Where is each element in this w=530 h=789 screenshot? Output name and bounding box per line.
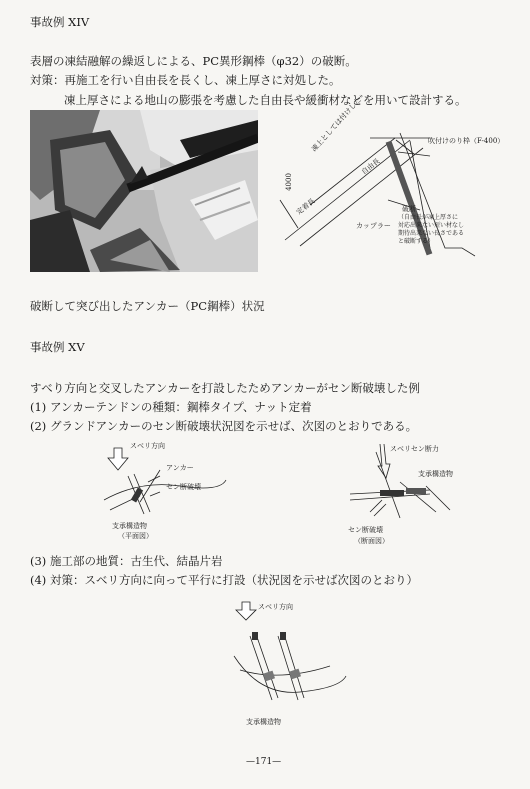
anchor-failure-photo bbox=[30, 110, 258, 272]
right-shear: セン断破壊 bbox=[348, 526, 383, 534]
case14-heading: 事故例 XIV bbox=[30, 15, 90, 29]
case14-line2: 対策：再施工を行い自由長を長くし、凍上厚さに対処した。 bbox=[30, 73, 341, 87]
case14-line3: 凍上厚さによる地山の膨張を考慮した自由長や緩衝材などを用いて設計する。 bbox=[64, 93, 467, 107]
left-anchor: アンカー bbox=[166, 464, 194, 472]
case15-item3: (3) 施工部の地質：古生代、結晶片岩 bbox=[30, 554, 223, 568]
left-structure: 支承構造物 bbox=[112, 522, 147, 530]
page-number: —171— bbox=[246, 757, 282, 767]
label-jiyuchou: 自由長 bbox=[360, 157, 382, 177]
note-line2: 対応出来ない短い材なし bbox=[398, 222, 465, 229]
right-structure: 支承構造物 bbox=[418, 470, 453, 478]
case15-item4: (4) 対策：スベリ方向に向って平行に打設（状況図を示せば次図のとおり） bbox=[30, 573, 418, 587]
right-view: （断面図） bbox=[354, 537, 389, 545]
photo-caption: 破断して突び出したアンカー（PC鋼棒）状況 bbox=[30, 299, 265, 313]
case14-line1: 表層の凍結融解の繰返しによる、PC異形鋼棒（φ32）の破断。 bbox=[30, 54, 357, 68]
label-hadan: 破断 bbox=[402, 205, 416, 213]
right-shear-force: スベリセン断力 bbox=[390, 445, 439, 453]
case15-heading: 事故例 XV bbox=[30, 340, 85, 354]
label-teichakuchou: 定着長 bbox=[295, 197, 317, 217]
note-line4: と破断する） bbox=[398, 238, 435, 245]
case15-item1: (1) アンカーテンドンの種類：鋼棒タイプ、ナット定着 bbox=[30, 400, 312, 414]
note-line1: （自由長が凍上厚さに bbox=[398, 214, 459, 221]
left-slip-dir: スベリ方向 bbox=[130, 442, 165, 450]
bottom-structure: 支承構造物 bbox=[246, 718, 281, 726]
shear-plan-figure bbox=[100, 440, 230, 530]
label-toujou: 凍上としては付けした bbox=[310, 95, 363, 154]
anchor-section-diagram bbox=[280, 108, 480, 268]
parallel-anchor-figure bbox=[220, 596, 360, 696]
bottom-slip-dir: スベリ方向 bbox=[258, 603, 293, 611]
case15-intro: すべり方向と交叉したアンカーを打設したためアンカーがセン断破壊した例 bbox=[30, 381, 420, 395]
left-view: （平面図） bbox=[118, 532, 153, 540]
label-fukitsuke: 吹付けのり枠（F-400） bbox=[428, 137, 505, 145]
note-line3: 期待出来ない長さである bbox=[398, 230, 465, 237]
label-coupler: カップラー bbox=[356, 222, 391, 230]
case15-item2: (2) グランドアンカーのセン断破壊状況図を示せば、次図のとおりである。 bbox=[30, 419, 418, 433]
left-shear: セン断破壊 bbox=[166, 483, 201, 491]
dim-4000: 4000 bbox=[284, 173, 293, 191]
